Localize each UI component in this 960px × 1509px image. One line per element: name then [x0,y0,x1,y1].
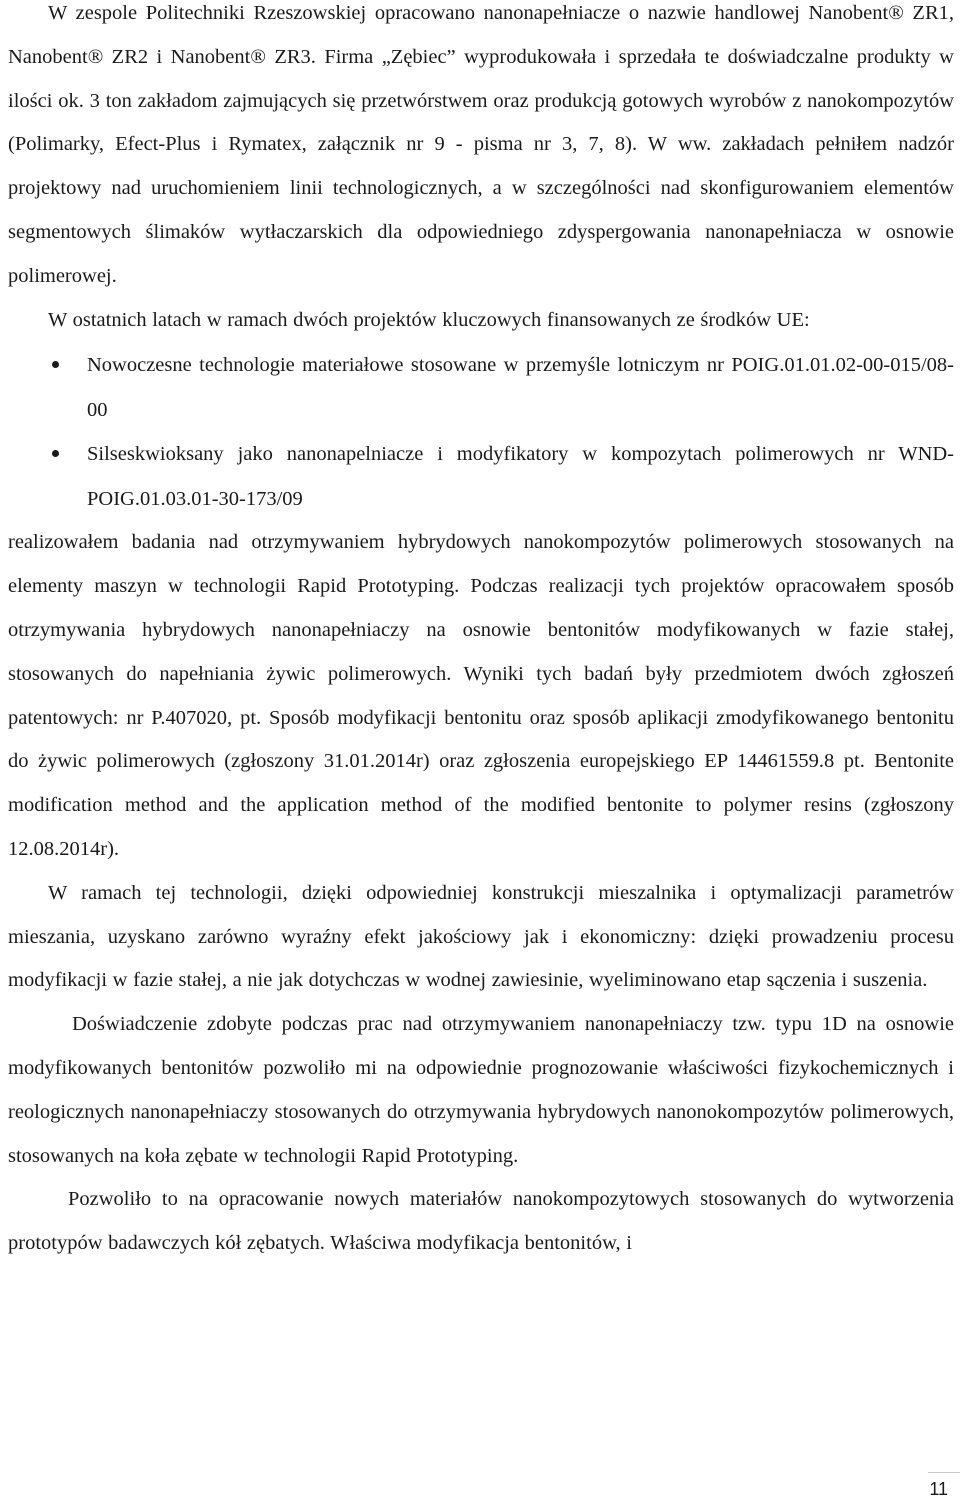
text-segment: W ostatnich latach w ramach dwóch projektów kluczowych finansowanych ze środków UE: [48,308,810,331]
list-item [8,432,954,521]
paragraph-research [8,521,954,871]
document-body [8,0,954,1266]
footer-divider [928,1472,960,1473]
bullet-icon [52,361,59,368]
paragraph-technology [8,872,954,1003]
bullet-icon [52,450,59,457]
text-segment: realizowałem badania nad otrzymywaniem hybrydowych nanokompozytów polimerowych stosowanych na elementy maszyn w technologii Rapid Prototyping. Podczas realizacji tych projektów opracowałem sposób otrzymywania hybrydowych nanonapełniaczy na osnowie bentonitów modyfikowanych w fazie stałej, stosowanych do napełniania żywic polimerowych. Wyniki tych badań były przedmiotem dwóch zgłoszeń patentowych: nr P.407020, pt. [8,531,954,729]
text-segment: Pozwoliło to na opracowanie nowych materiałów nanokompozytowych stosowanych do wytworzenia prototypów badawczych kół zębatych. Właściwa modyfikacja bentonitów, i [8,1188,954,1255]
text-segment: W zespole Politechniki Rzeszowskiej opracowano nanonapełniacze o nazwie handlowej Nanobent® ZR1, Nanobent® ZR2 i Nanobent® ZR3. Firma „Zębiec” wyprodukowała i sprzedała te doświadczalne produkty w ilości ok. 3 ton zakładom zajmujących się przetwórstwem oraz produkcją gotowych wyrobów z nanokompozytów (Polimarky, Efect-Plus i Rymatex, załącznik nr 9 - pisma nr 3, 7, 8). W ww. zakładach pełniłem nadzór projektowy nad uruchomieniem linii technologicznych, a w szczególności nad skonfigurowaniem elementów segmentowych ślimaków wytłaczarskich dla odpowiedniego zdyspergowania nanonapełniacza w osnowie polimerowej. [8,2,954,287]
project-list [8,343,954,521]
text-segment: Doświadczenie zdobyte podczas prac nad otrzymywaniem nanonapełniaczy tzw. typu 1D na osnowie modyfikowanych bentonitów pozwoliło mi na odpowiednie prognozowanie właściwości fizykochemicznych i reologicznych nanonapełniaczy stosowanych do otrzymywania hybrydowych nanonokompozytów polimerowych, stosowanych na koła zębate w technologii Rapid Prototyping. [8,1013,954,1167]
paragraph-materials [8,1178,954,1266]
page-number: 11 [929,1479,948,1499]
text-segment: W ramach tej technologii, dzięki odpowiedniej konstrukcji mieszalnika i optymalizacji parametrów mieszania, uzyskano zarówno wyraźny efekt jakościowy jak i ekonomiczny: dzięki prowadzeniu procesu modyfikacji w fazie stałej, a nie jak dotychczas w wodnej zawiesinie, wyeliminowano etap sączenia i suszenia. [8,881,954,992]
text-segment-italic: Nowoczesne technologie materiałowe stosowane w przemyśle lotniczym [87,354,700,377]
text-segment: nr POIG.01.01.02-00-015/08-00 [87,354,954,421]
paragraph-intro [8,0,954,299]
list-item [8,343,954,432]
paragraph-experience [8,1003,954,1178]
text-segment: Silseskwioksany jako nanonapelniacze i modyfikatory w kompozytach polimerowych nr WND-POIG.01.03.01-30-173/09 [87,443,954,510]
text-segment-italic: Sposób modyfikacji bentonitu oraz sposób aplikacji zmodyfikowanego bentonitu do żywic polimerow [8,706,954,773]
paragraph-projects-intro [8,299,954,343]
text-segment: ych (zgłoszony 31.01.2014r) oraz zgłoszenia europejskiego EP 14461559.8 pt. Bentonite modification method and the application method of the modified bentonite to polymer resins (zgłoszony 12.08.2014r). [8,750,955,860]
